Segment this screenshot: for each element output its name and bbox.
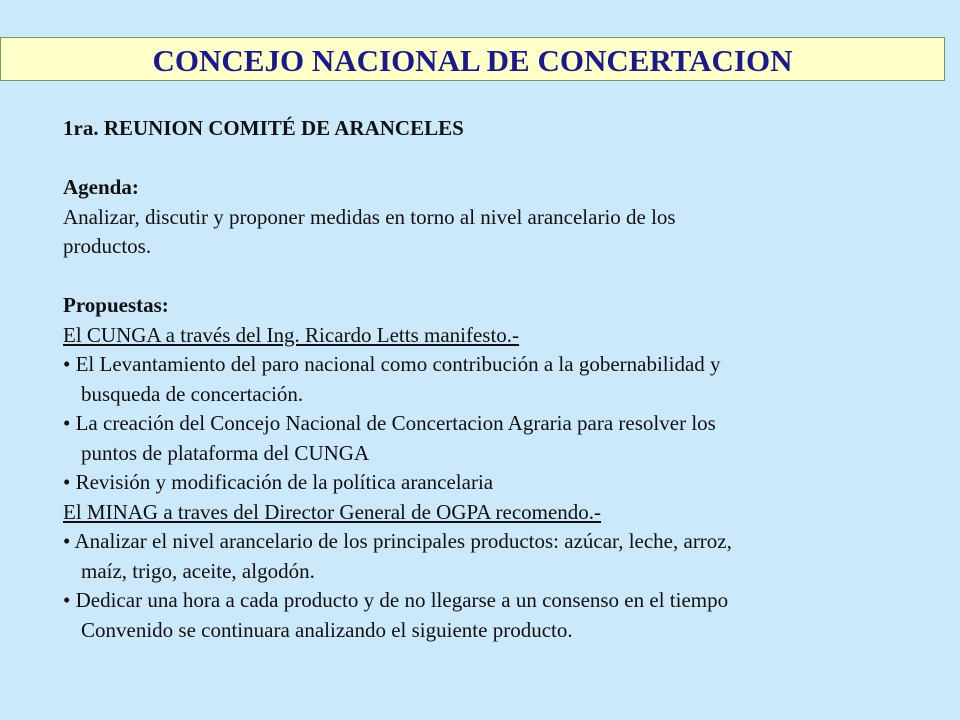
bullet-icon: • (63, 529, 71, 553)
agenda-line: Analizar, discutir y proponer medidas en torno al nivel arancelario de los (63, 204, 676, 229)
agenda-line: productos. (63, 234, 152, 258)
bullet-text: La creación del Concejo Nacional de Concertacion Agraria para resolver los (75, 411, 716, 435)
list-item (63, 586, 943, 645)
bullet-icon: • (63, 352, 71, 376)
bullet-icon: • (63, 588, 71, 612)
bullet-icon: • (63, 470, 71, 494)
title-banner (0, 37, 945, 81)
page-title: CONCEJO NACIONAL DE CONCERTACION (152, 42, 793, 78)
bullet-first-line (63, 588, 728, 612)
bullet-icon: • (63, 411, 71, 435)
bullet-text: Revisión y modificación de la política arancelaria (75, 470, 494, 494)
bullet-continuation: Convenido se continuara analizando el siguiente producto. (81, 617, 573, 642)
list-item (63, 468, 943, 498)
list-item (63, 350, 943, 409)
minag-intro: El MINAG a traves del Director General de OGPA recomendo.- (63, 499, 602, 524)
bullet-text: El Levantamiento del paro nacional como contribución a la gobernabilidad y (75, 352, 721, 376)
bullet-first-line (63, 411, 716, 435)
list-item (63, 527, 943, 586)
list-item (63, 409, 943, 468)
bullet-text: Analizar el nivel arancelario de los principales productos: azúcar, leche, arroz, (74, 529, 732, 553)
spacer (63, 144, 943, 174)
proposals-heading: Propuestas: (63, 293, 169, 317)
bullet-first-line (63, 470, 493, 494)
agenda-heading: Agenda: (63, 175, 139, 199)
bullet-continuation: maíz, trigo, aceite, algodón. (81, 558, 315, 583)
cunga-intro: El CUNGA a través del Ing. Ricardo Letts manifesto.- (63, 322, 520, 347)
bullet-first-line (63, 529, 732, 553)
bullet-text: Dedicar una hora a cada producto y de no llegarse a un consenso en el tiempo (75, 588, 729, 612)
meeting-title: 1ra. REUNION COMITÉ DE ARANCELES (63, 116, 464, 140)
bullet-continuation: puntos de plataforma del CUNGA (81, 440, 370, 465)
bullet-first-line (63, 352, 721, 376)
bullet-continuation: busqueda de concertación. (81, 381, 304, 406)
document-body (63, 114, 943, 645)
spacer (63, 262, 943, 292)
